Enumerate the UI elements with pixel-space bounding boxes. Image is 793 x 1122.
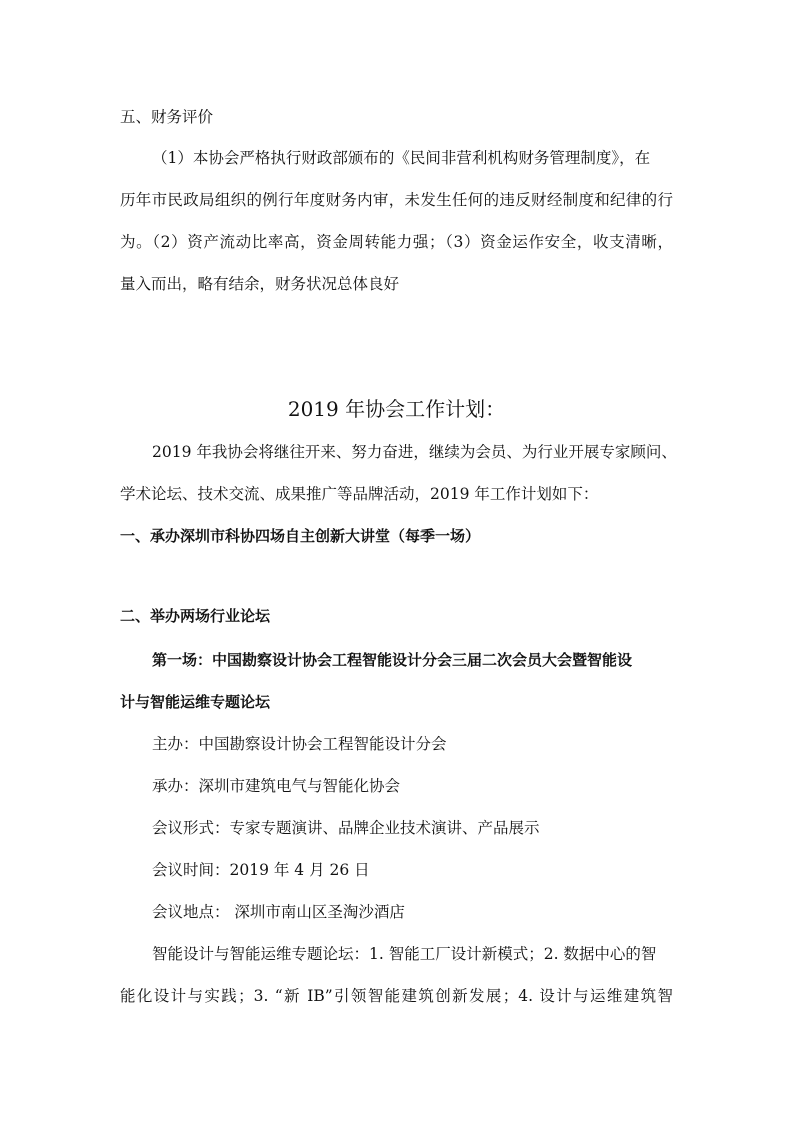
forum-format: 会议形式：专家专题演讲、品牌企业技术演讲、产品展示 bbox=[152, 819, 540, 837]
forum-topics-line-2: 能化设计与实践；3. “新 IB”引领智能建筑创新发展；4. 设计与运维建筑智 bbox=[120, 987, 673, 1005]
forum-time: 会议时间：2019 年 4 月 26 日 bbox=[152, 861, 370, 879]
plan-item-two: 二、举办两场行业论坛 bbox=[120, 607, 271, 625]
finance-paragraph-line-2: 历年市民政局组织的例行年度财务内审，未发生任何的违反财经制度和纪律的行 bbox=[120, 191, 673, 209]
forum-topics-line-1: 智能设计与智能运维专题论坛：1. 智能工厂设计新模式；2. 数据中心的智 bbox=[152, 945, 657, 963]
finance-paragraph-line-4: 量入而出，略有结余，财务状况总体良好 bbox=[120, 275, 400, 293]
forum-organizer: 承办：深圳市建筑电气与智能化协会 bbox=[152, 777, 401, 795]
plan-title: 2019 年协会工作计划： bbox=[287, 397, 506, 421]
plan-intro-line-2: 学术论坛、技术交流、成果推广等品牌活动，2019 年工作计划如下： bbox=[120, 485, 599, 503]
forum-one-line-2: 计与智能运维专题论坛 bbox=[120, 693, 271, 711]
finance-paragraph-line-1: （1）本协会严格执行财政部颁布的《民间非营利机构财务管理制度》，在 bbox=[152, 149, 651, 167]
forum-host: 主办：中国勘察设计协会工程智能设计分会 bbox=[152, 735, 447, 753]
finance-paragraph-line-3: 为。（2）资产流动比率高，资金周转能力强；（3）资金运作安全，收支清晰， bbox=[120, 233, 673, 251]
section-five-heading: 五、财务评价 bbox=[120, 108, 214, 126]
forum-venue: 会议地点： 深圳市南山区圣淘沙酒店 bbox=[152, 903, 405, 921]
plan-item-one: 一、承办深圳市科协四场自主创新大讲堂（每季一场） bbox=[120, 527, 481, 545]
forum-one-line-1: 第一场：中国勘察设计协会工程智能设计分会三届二次会员大会暨智能设 bbox=[152, 651, 633, 669]
plan-intro-line-1: 2019 年我协会将继往开来、努力奋进，继续为会员、为行业开展专家顾问、 bbox=[152, 443, 677, 461]
